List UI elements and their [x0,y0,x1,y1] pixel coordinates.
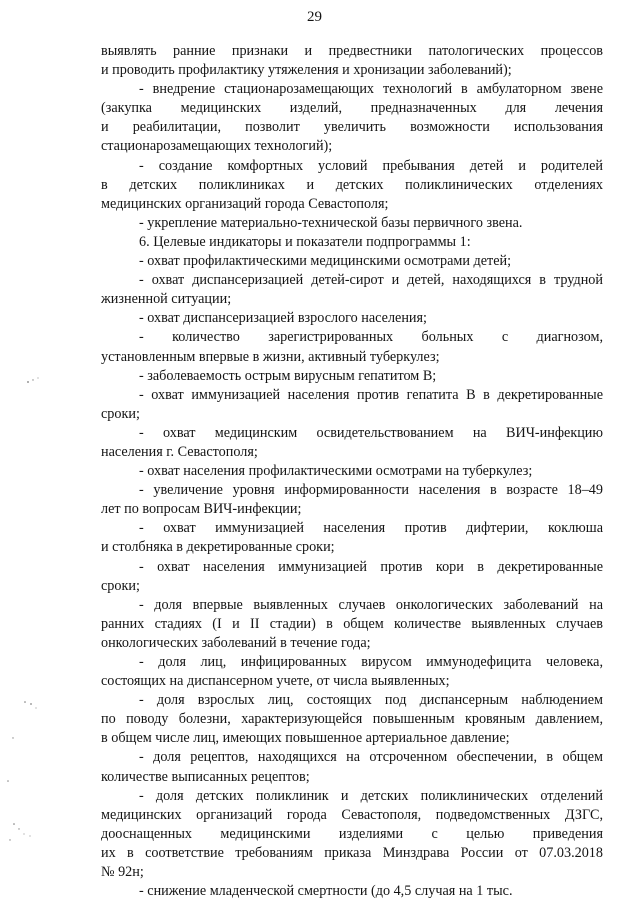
text-line: - охват диспансеризацией взрослого населения; [139,310,427,327]
text-line: - доля взрослых лиц, состоящих под диспансерным наблюдением [139,692,603,709]
paragraph [101,748,603,786]
text-line: - снижение младенческой смертности (до 4,5 случая на 1 тыс. [139,883,513,900]
text-line: и реабилитации, позволит увеличить возможности использования [101,119,603,136]
text-line: их в соответствие требованиям приказа Минздрава России от 07.03.2018 [101,844,603,861]
page-number: 29 [307,9,322,25]
text-line: - заболеваемость острым вирусным гепатитом В; [139,367,437,384]
document-body [101,42,603,901]
text-line: № 92н; [101,864,144,881]
text-line: установленным впервые в жизни, активный туберкулез; [101,348,440,365]
text-line: 6. Целевые индикаторы и показатели подпрограммы 1: [139,233,471,250]
text-line: - охват иммунизацией населения против гепатита В в декретированные [139,386,603,403]
text-line: - охват диспансеризацией детей-сирот и детей, находящихся в трудной [139,272,603,289]
text-line: онкологических заболеваний в течение года; [101,634,371,651]
paragraph [101,386,603,424]
text-line: в общем числе лиц, имеющих повышенное артериальное давление; [101,730,510,747]
paragraph [101,558,603,596]
paragraph [101,252,603,271]
text-line: и проводить профилактику утяжеления и хронизации заболеваний); [101,62,512,79]
paragraph [101,481,603,519]
text-line: ранних стадиях (I и II стадии) в общем количестве выявленных случаев [101,615,603,632]
text-line: (закупка медицинских изделий, предназначенных для лечения [101,100,603,117]
text-line: выявлять ранние признаки и предвестники патологических процессов [101,43,603,59]
text-line: населения г. Севастополя; [101,443,258,460]
text-line: - укрепление материально-технической базы первичного звена. [139,214,523,231]
paragraph [101,328,603,366]
paragraph [101,42,603,80]
text-line: - создание комфортных условий пребывания детей и родителей [139,157,603,174]
text-line: сроки; [101,405,140,422]
paragraph [101,519,603,557]
paragraph [101,653,603,691]
text-line: медицинских организаций города Севастополя; [101,195,389,212]
text-line: стационарозамещающих технологий); [101,138,333,155]
text-line: - доля впервые выявленных случаев онкологических заболеваний на [139,596,603,613]
text-line: в детских поликлиниках и детских поликлинических отделениях [101,176,603,193]
text-line: состоящих на диспансерном учете, от числа выявленных; [101,673,450,690]
paragraph [101,214,603,233]
text-line: количестве выписанных рецептов; [101,768,310,785]
text-line: - охват медицинским освидетельствованием на ВИЧ-инфекцию [139,424,603,441]
paragraph [101,882,603,901]
paragraph [101,787,603,882]
paragraph [101,233,603,252]
paragraph [101,367,603,386]
text-line: - охват населения профилактическими осмотрами на туберкулез; [139,463,533,480]
text-line: медицинских организаций города Севастополя, подведомственных ДЗГС, [101,806,603,823]
paragraph [101,271,603,309]
text-line: лет по вопросам ВИЧ-инфекции; [101,501,302,518]
text-line: дооснащенных медицинскими изделиями с целью приведения [101,825,603,842]
text-line: - охват населения иммунизацией против кори в декретированные [139,558,603,575]
text-line: - доля лиц, инфицированных вирусом иммунодефицита человека, [139,654,603,670]
paragraph [101,462,603,481]
text-line: - количество зарегистрированных больных с диагнозом, [139,329,603,346]
text-line: - увеличение уровня информированности населения в возрасте 18–49 [139,482,603,499]
text-line: - охват иммунизацией населения против дифтерии, коклюша [139,520,603,537]
text-line: сроки; [101,577,140,594]
paragraph [101,157,603,214]
paragraph [101,424,603,462]
text-line: жизненной ситуации; [101,291,232,308]
text-line: по поводу болезни, характеризующейся повышенным кровяным давлением, [101,711,603,728]
paragraph [101,309,603,328]
text-line: и столбняка в декретированные сроки; [101,539,335,556]
paragraph [101,80,603,156]
text-line: - внедрение стационарозамещающих технологий в амбулаторном звене [139,81,603,98]
text-line: - охват профилактическими медицинскими осмотрами детей; [139,253,512,270]
paragraph [101,691,603,748]
paragraph [101,596,603,653]
text-line: - доля рецептов, находящихся на отсроченном обеспечении, в общем [139,749,603,766]
text-line: - доля детских поликлиник и детских поликлинических отделений [139,787,603,804]
